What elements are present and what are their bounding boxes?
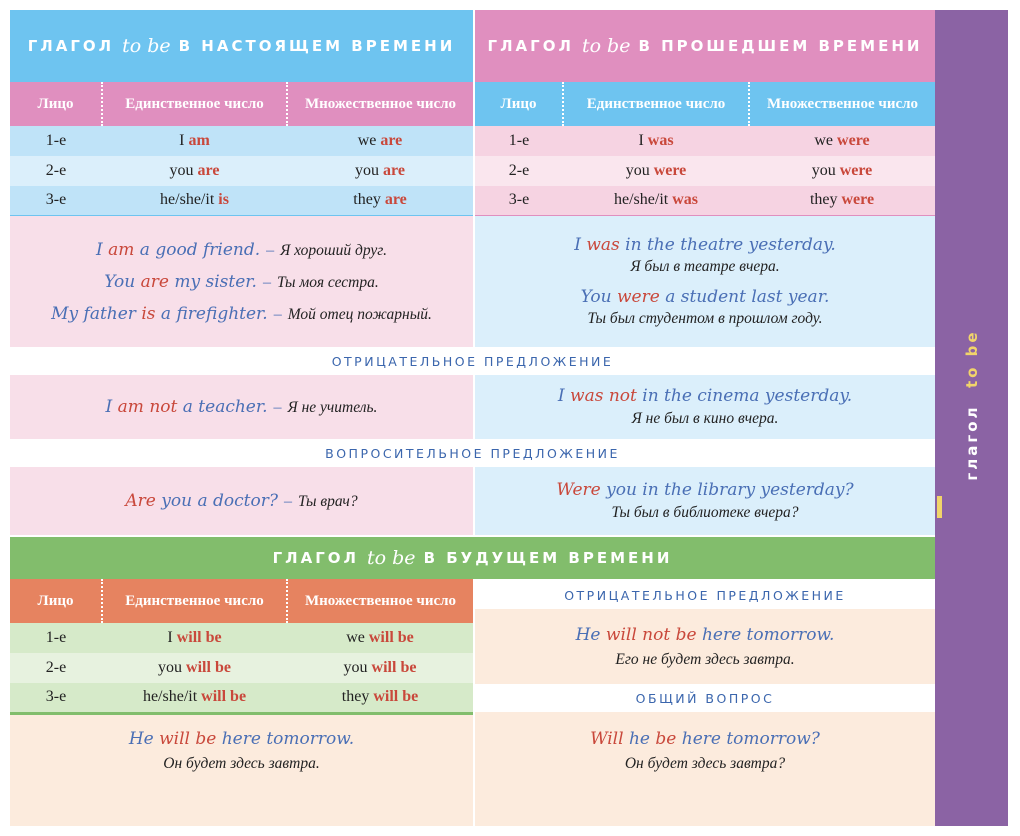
- plural-cell: they will be: [341, 688, 419, 706]
- present-header: [10, 10, 473, 82]
- person-cell: 2-е: [45, 162, 67, 179]
- past-example-1: I was in the theatre yesterday.: [574, 235, 836, 255]
- person-cell: 3-е: [508, 191, 530, 209]
- past-row-2: [475, 156, 935, 186]
- present-col-person: Лицо: [37, 95, 74, 112]
- future-row-3: [10, 683, 473, 713]
- present-row-1: [10, 126, 473, 156]
- future-header: [10, 537, 935, 579]
- person-cell: 3-е: [45, 191, 67, 209]
- person-cell: 2-е: [508, 162, 530, 179]
- person-cell: 2-е: [45, 659, 67, 676]
- present-table: [10, 82, 473, 218]
- singular-cell: I will be: [167, 629, 222, 646]
- plural-cell: you were: [811, 162, 873, 179]
- present-example-1: I am a good friend. – Я хороший друг.: [96, 239, 387, 260]
- future-table: [10, 579, 473, 715]
- negative-label-top: ОТРИЦАТЕЛЬНОЕ ПРЕДЛОЖЕНИЕ: [10, 347, 935, 375]
- question-label: ВОПРОСИТЕЛЬНОЕ ПРЕДЛОЖЕНИЕ: [10, 439, 935, 467]
- past-col-plural: Множественное число: [749, 82, 935, 126]
- person-cell: 1-е: [45, 132, 67, 149]
- plural-cell: you will be: [343, 659, 417, 676]
- past-header-pre: ГЛАГОЛ: [487, 37, 574, 55]
- past-header: [475, 10, 935, 82]
- present-row-3: [10, 186, 473, 216]
- singular-cell: he/she/it will be: [142, 688, 247, 706]
- future-row-1: [10, 623, 473, 653]
- singular-cell: he/she/it was: [614, 191, 698, 209]
- past-row-3: [475, 186, 935, 216]
- present-examples: [10, 216, 473, 347]
- past-col-person: Лицо: [500, 95, 537, 112]
- past-example-1-ru: Я был в театре вчера.: [630, 258, 780, 275]
- future-col-singular: Единственное число: [102, 579, 287, 623]
- present-example-3: My father is a firefighter. – Мой отец пожарный.: [51, 303, 432, 324]
- singular-cell: I was: [638, 132, 674, 149]
- plural-cell: they were: [809, 191, 875, 209]
- past-header-tobe: to be: [581, 35, 631, 57]
- plural-cell: we are: [357, 132, 403, 149]
- future-header-pre: ГЛАГОЛ: [272, 549, 360, 567]
- general-question-label: ОБЩИЙ ВОПРОС: [475, 684, 935, 712]
- person-cell: 1-е: [45, 629, 67, 646]
- present-example-2: You are my sister. – Ты моя сестра.: [104, 271, 379, 292]
- singular-cell: you are: [169, 162, 220, 179]
- plural-cell: we will be: [346, 629, 414, 646]
- past-question: Were you in the library yesterday? Ты был в библиотеке вчера?: [475, 467, 935, 535]
- plural-cell: we were: [814, 132, 870, 149]
- singular-cell: I am: [179, 132, 210, 149]
- present-header-post: В НАСТОЯЩЕМ ВРЕМЕНИ: [178, 37, 456, 55]
- present-col-singular: Единственное число: [102, 82, 287, 126]
- past-row-1: [475, 126, 935, 156]
- present-col-plural: Множественное число: [287, 82, 473, 126]
- singular-cell: you will be: [158, 659, 231, 676]
- person-cell: 1-е: [508, 132, 530, 149]
- plural-cell: they are: [353, 191, 407, 209]
- plural-cell: you are: [355, 162, 405, 179]
- side-title: глагол to be: [963, 329, 981, 481]
- past-table: [475, 82, 935, 218]
- present-header-pre: ГЛАГОЛ: [27, 37, 115, 55]
- past-negative: I was not in the cinema yesterday. Я не был в кино вчера.: [475, 375, 935, 439]
- future-col-plural: Множественное число: [287, 579, 473, 623]
- present-header-tobe: to be: [122, 35, 171, 57]
- past-header-post: В ПРОШЕДШЕМ ВРЕМЕНИ: [638, 37, 923, 55]
- present-question: Are you a doctor? – Ты врач?: [10, 467, 473, 535]
- past-example-2: You were a student last year.: [580, 287, 830, 307]
- singular-cell: you were: [625, 162, 687, 179]
- future-header-post: В БУДУЩЕМ ВРЕМЕНИ: [423, 549, 673, 567]
- person-cell: 3-е: [45, 688, 67, 706]
- future-row-2: [10, 653, 473, 683]
- past-col-singular: Единственное число: [563, 82, 749, 126]
- side-accent-bar: [937, 496, 942, 518]
- past-example-2-ru: Ты был студентом в прошлом году.: [587, 310, 823, 327]
- future-example: He will be here tomorrow. Он будет здесь завтра.: [10, 715, 473, 826]
- present-negative: I am not a teacher. – Я не учитель.: [10, 375, 473, 439]
- past-examples: [475, 216, 935, 347]
- negative-label-future: ОТРИЦАТЕЛЬНОЕ ПРЕДЛОЖЕНИЕ: [475, 581, 935, 609]
- future-col-person: Лицо: [37, 592, 74, 609]
- future-header-tobe: to be: [367, 547, 416, 569]
- future-negative: He will not be here tomorrow. Его не будет здесь завтра.: [475, 609, 935, 684]
- singular-cell: he/she/it is: [160, 191, 229, 209]
- future-question: Will he be here tomorrow? Он будет здесь завтра?: [475, 712, 935, 826]
- present-row-2: [10, 156, 473, 186]
